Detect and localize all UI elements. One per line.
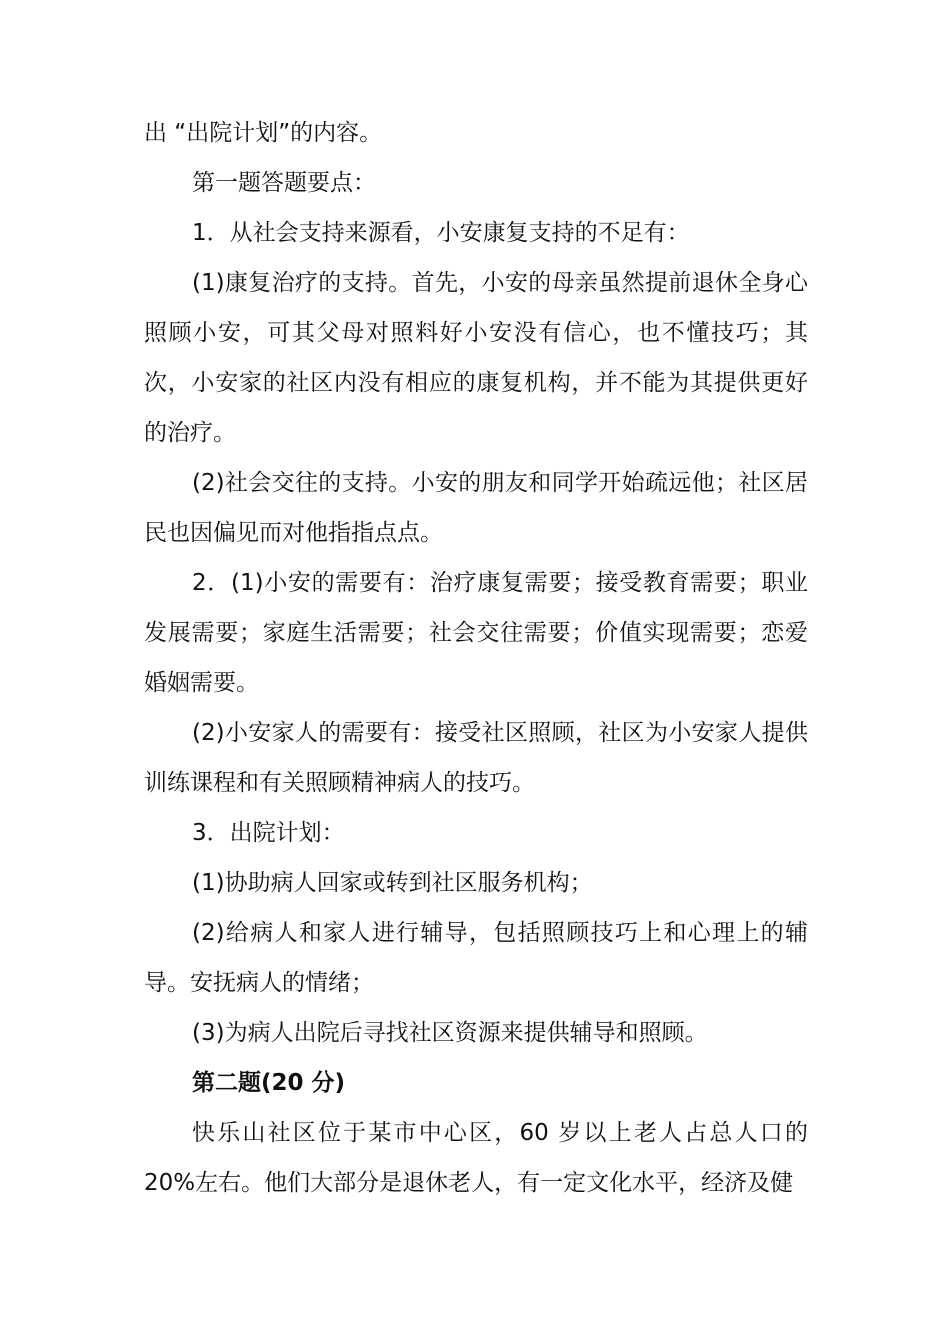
paragraph-continuation: 出 “出院计划”的内容。: [144, 120, 383, 146]
point-3-item-2: (2)给病人和家人进行辅导，包括照顾技巧上和心理上的辅导。安抚病人的情绪；: [144, 920, 808, 996]
point-2-item-1: 2．(1)小安的需要有：治疗康复需要；接受教育需要；职业发展需要；家庭生活需要；社会交往需要；价值实现需要；恋爱婚姻需要。: [144, 570, 808, 696]
point-1-item-2: (2)社会交往的支持。小安的朋友和同学开始疏远他；社区居民也因偏见而对他指指点点。: [144, 470, 808, 546]
point-1-item-1: (1)康复治疗的支持。首先，小安的母亲虽然提前退休全身心照顾小安，可其父母对照料好小安没有信心，也不懂技巧；其次，小安家的社区内没有相应的康复机构，并不能为其提供更好的治疗。: [144, 270, 808, 446]
point-3-heading: 3．出院计划：: [192, 820, 345, 846]
question-2-heading: 第二题(20 分): [192, 1070, 346, 1096]
question-2-text: 快乐山社区位于某市中心区，60 岁以上老人占总人口的 20%左右。他们大部分是退休老人，有一定文化水平，经济及健: [144, 1120, 808, 1196]
section-heading-answer-points: 第一题答题要点：: [192, 170, 376, 196]
document-body: [144, 108, 808, 1208]
point-3-item-3: (3)为病人出院后寻找社区资源来提供辅导和照顾。: [192, 1020, 708, 1046]
point-2-item-2: (2)小安家人的需要有：接受社区照顾，社区为小安家人提供训练课程和有关照顾精神病人的技巧。: [144, 720, 808, 796]
point-1-heading: 1．从社会支持来源看，小安康复支持的不足有：: [192, 220, 690, 246]
point-3-item-1: (1)协助病人回家或转到社区服务机构；: [192, 870, 593, 896]
